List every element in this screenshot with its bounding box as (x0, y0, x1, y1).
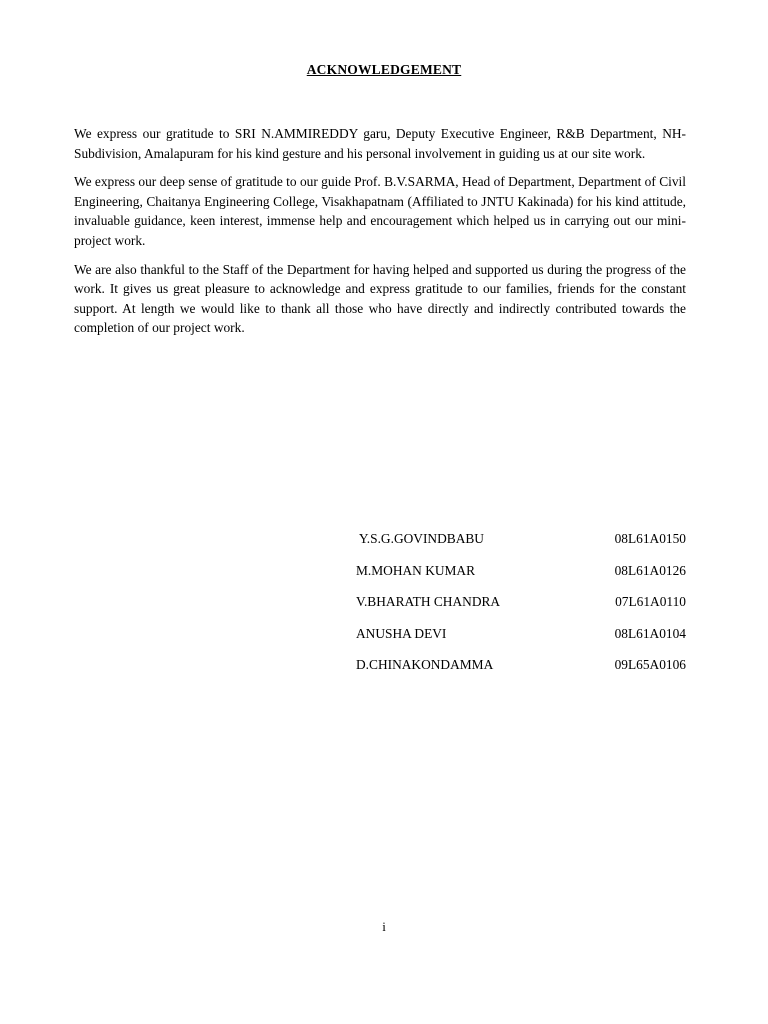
member-name: M.MOHAN KUMAR (356, 562, 476, 578)
member-row (356, 656, 686, 688)
paragraph-3: We are also thankful to the Staff of the Department for having helped and supported us during the progress of the work. It gives us great pleasure to acknowledge and express gratitude to our families, friends for the constant support. At length we would like to thank all those who have directly and indirectly contributed towards the completion of our project work. (74, 261, 686, 336)
member-roll-number: 07L61A0110 (615, 594, 686, 609)
paragraph-1: We express our gratitude to SRI N.AMMIREDDY garu, Deputy Executive Engineer, R&B Department, NH-Subdivision, Amalapuram for his kind gesture and his personal involvement in guiding us at our site work. (74, 126, 686, 161)
paragraph-2: We express our deep sense of gratitude to our guide Prof. B.V.SARMA, Head of Department, Department of Civil Engineering, Chaitanya Engineering College, Visakhapatnam (Affiliated to JNTU Kakinada) for his kind attitude, invaluable guidance, keen interest, immense help and encouragement which helped us in carrying out our mini-project work. (74, 174, 686, 248)
member-row (356, 625, 686, 657)
acknowledgement-body (74, 124, 686, 347)
member-row (356, 593, 686, 625)
member-row (356, 530, 686, 562)
team-members-list (356, 530, 686, 688)
page-title: ACKNOWLEDGEMENT (306, 62, 462, 77)
member-name: Y.S.G.GOVINDBABU (356, 531, 484, 546)
member-row (356, 562, 686, 594)
page-number: i (382, 919, 386, 934)
member-roll-number: 08L61A0104 (614, 625, 686, 641)
member-roll-number: 08L61A0126 (614, 562, 686, 578)
member-name: ANUSHA DEVI (356, 625, 447, 641)
member-roll-number: 09L65A0106 (614, 657, 686, 672)
member-name: D.CHINAKONDAMMA (356, 657, 494, 672)
member-roll-number: 08L61A0150 (614, 531, 686, 546)
member-name: V.BHARATH CHANDRA (356, 594, 501, 609)
